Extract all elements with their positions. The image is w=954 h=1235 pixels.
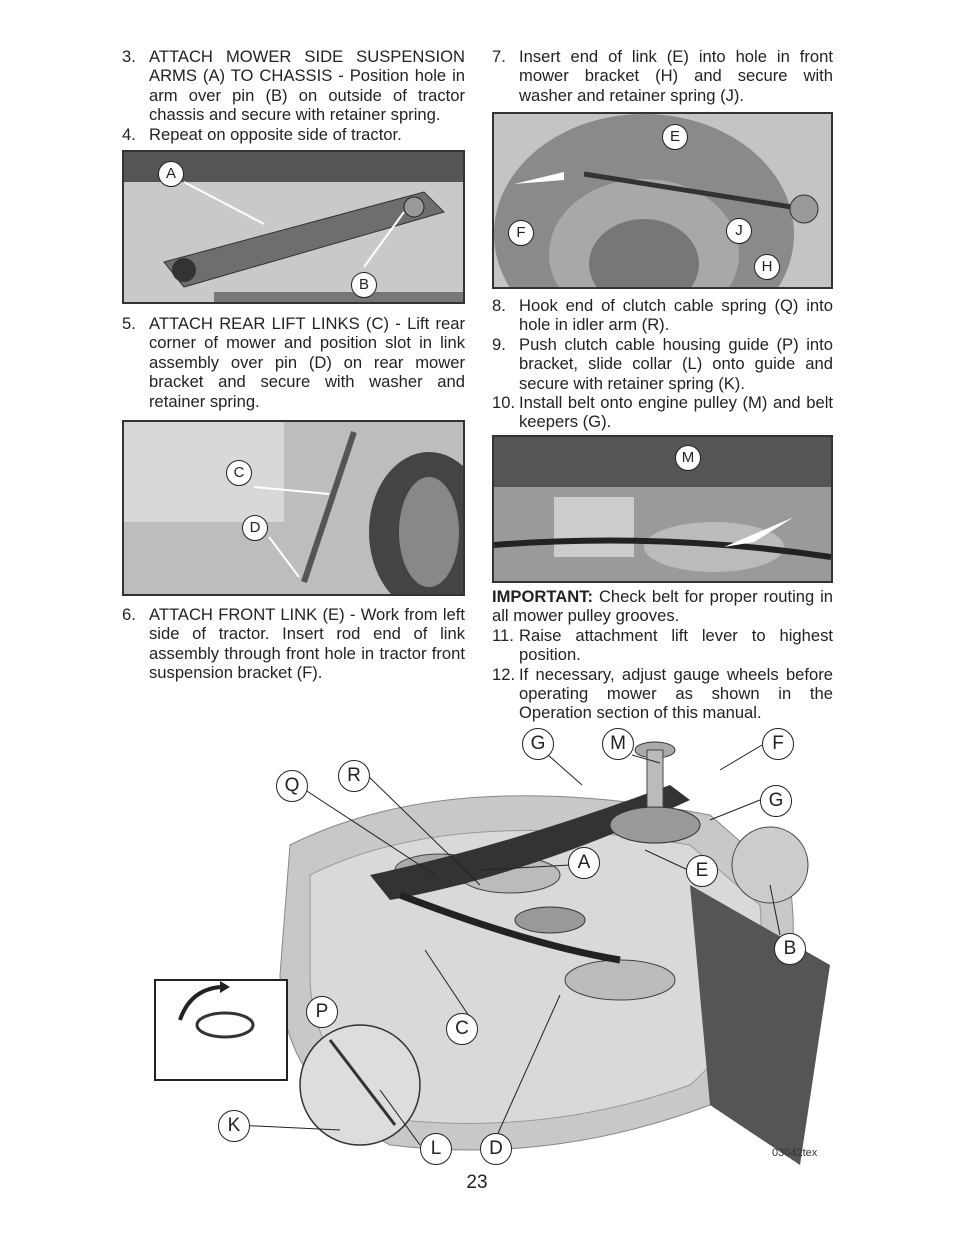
- mower-deck-art: [150, 725, 840, 1170]
- step-12: 12. If necessary, adjust gauge wheels before operating mower as shown in the Operation section of this manual.: [492, 664, 833, 723]
- step-10: 10. Install belt onto engine pulley (M) and belt keepers (G).: [492, 393, 833, 432]
- callout-d-diagram: D: [480, 1133, 512, 1165]
- right-steps-a: [492, 47, 833, 105]
- photo-engine-pulley: [492, 435, 833, 583]
- right-steps-b: [492, 296, 833, 432]
- figure-code: 03042tex: [772, 1147, 818, 1159]
- callout-a: A: [158, 161, 184, 187]
- callout-e-diagram: E: [686, 855, 718, 887]
- right-steps-c: [492, 587, 833, 723]
- callout-f-diagram: F: [762, 728, 794, 760]
- step-5: 5. ATTACH REAR LIFT LINKS (C) - Lift rear corner of mower and position slot in link assembly over pin (D) on rear mower bracket and secure with washer and retainer spring.: [122, 314, 465, 411]
- left-steps-a: [122, 47, 465, 144]
- callout-a-diagram: A: [568, 847, 600, 879]
- callout-p: P: [306, 996, 338, 1028]
- callout-c: C: [226, 460, 252, 486]
- callout-b-diagram: B: [774, 933, 806, 965]
- callout-b: B: [351, 272, 377, 298]
- callout-r: R: [338, 760, 370, 792]
- step-7: 7. Insert end of link (E) into hole in front mower bracket (H) and secure with washer and retainer spring (J).: [492, 47, 833, 105]
- step-4: 4. Repeat on opposite side of tractor.: [122, 124, 402, 144]
- callout-m-diagram: M: [602, 728, 634, 760]
- left-steps-b: [122, 314, 465, 411]
- step-3: 3. ATTACH MOWER SIDE SUSPENSION ARMS (A) TO CHASSIS - Position hole in arm over pin (B) on outside of tractor chassis and secure with retainer spring.: [122, 47, 465, 125]
- callout-k: K: [218, 1110, 250, 1142]
- callout-e: E: [662, 124, 688, 150]
- step-9: 9. Push clutch cable housing guide (P) into bracket, slide collar (L) onto guide and secure with retainer spring (K).: [492, 334, 833, 393]
- callout-c-diagram: C: [446, 1013, 478, 1045]
- page-number: 23: [466, 1172, 488, 1193]
- callout-h: H: [754, 254, 780, 280]
- left-steps-c: [122, 605, 465, 683]
- callout-l: L: [420, 1133, 452, 1165]
- photo-front-link: [492, 112, 833, 289]
- photo-suspension-arm: [122, 150, 465, 304]
- photo-rear-lift-links: [122, 420, 465, 596]
- callout-d: D: [242, 515, 268, 541]
- photo-rear-lift-links-art: [124, 422, 463, 594]
- callout-g-top: G: [522, 728, 554, 760]
- mower-deck-diagram: [150, 725, 840, 1170]
- photo-engine-pulley-art: [494, 437, 831, 581]
- callout-j: J: [726, 218, 752, 244]
- callout-f: F: [508, 220, 534, 246]
- callout-q: Q: [276, 770, 308, 802]
- callout-m: M: [675, 445, 701, 471]
- important-note: IMPORTANT: Check belt for proper routing in all mower pulley grooves.: [492, 587, 833, 626]
- step-11: 11. Raise attachment lift lever to highest position.: [492, 625, 833, 665]
- callout-g-right: G: [760, 785, 792, 817]
- step-8: 8. Hook end of clutch cable spring (Q) into hole in idler arm (R).: [492, 296, 833, 335]
- step-6: 6. ATTACH FRONT LINK (E) - Work from left side of tractor. Insert rod end of link assembly through front hole in tractor front suspension bracket (F).: [122, 605, 465, 683]
